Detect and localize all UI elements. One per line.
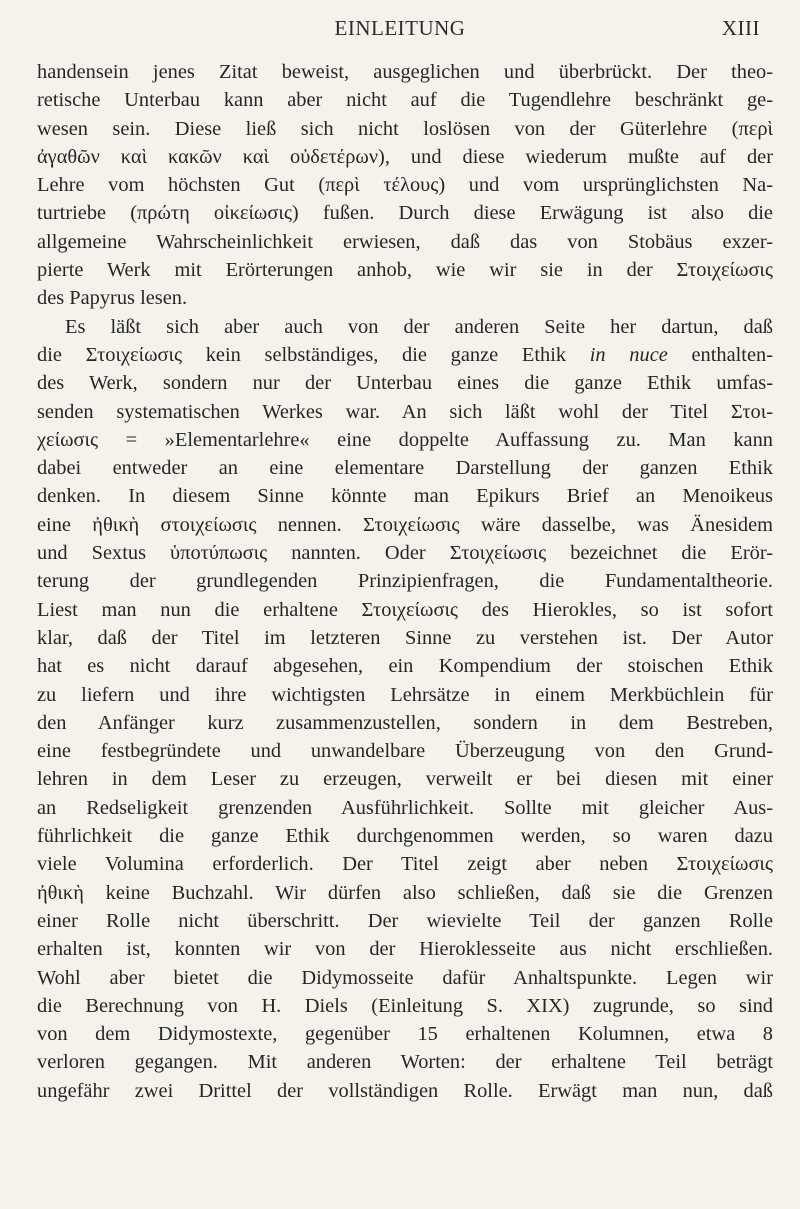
text-line: Es läßt sich aber auch von der anderen Seite her dartun, daß (65, 315, 773, 338)
text-line: wesen sein. Diese ließ sich nicht loslösen von der Güterlehre (περὶ (37, 117, 773, 140)
text-line: die Berechnung von H. Diels (Einleitung S. XIX) zugrunde, so sind (37, 994, 773, 1017)
text-line: den Anfänger kurz zusammenzustellen, sondern in dem Bestreben, (37, 711, 773, 734)
text-line: turtriebe (πρώτη οἰκείωσις) fußen. Durch diese Erwägung ist also die (37, 202, 773, 225)
text-line: retische Unterbau kann aber nicht auf die Tugendlehre beschränkt ge- (37, 89, 773, 112)
text-line: von dem Didymostexte, gegenüber 15 erhaltenen Kolumnen, etwa 8 (37, 1023, 773, 1046)
text-line: hat es nicht darauf abgesehen, ein Kompendium der stoischen Ethik (37, 655, 773, 678)
text-line: klar, daß der Titel im letzteren Sinne zu verstehen ist. Der Autor (37, 626, 773, 649)
text-line: Wohl aber bietet die Didymosseite dafür Anhaltspunkte. Legen wir (37, 966, 773, 989)
text-line: denken. In diesem Sinne könnte man Epikurs Brief an Menoikeus (37, 485, 773, 508)
text-line: an Redseligkeit grenzenden Ausführlichkeit. Sollte mit gleicher Aus- (37, 796, 773, 819)
text-line: eine ἠθικὴ στοιχείωσις nennen. Στοιχείωσις wäre dasselbe, was Änesidem (37, 513, 773, 536)
text-line: terung der grundlegenden Prinzipienfragen, die Fundamentaltheorie. (37, 570, 773, 593)
text-line: führlichkeit die ganze Ethik durchgenommen werden, so waren dazu (37, 825, 773, 848)
text-line: verloren gegangen. Mit anderen Worten: der erhaltene Teil beträgt (37, 1051, 773, 1074)
text-line: allgemeine Wahrscheinlichkeit erwiesen, daß das von Stobäus exzer- (37, 230, 773, 253)
page-number: XIII (721, 16, 760, 40)
text-line: ungefähr zwei Drittel der vollständigen Rolle. Erwägt man nun, daß (37, 1079, 773, 1102)
text-line: lehren in dem Leser zu erzeugen, verweilt er bei diesen mit einer (37, 768, 773, 791)
text-line: die Στοιχείωσις kein selbständiges, die ganze Ethik in nuce enthalten- (37, 343, 773, 366)
text-line: viele Volumina erforderlich. Der Titel zeigt aber neben Στοιχείωσις (37, 853, 773, 876)
text-line: und Sextus ὑποτύπωσις nannten. Oder Στοιχείωσις bezeichnet die Erör- (37, 542, 773, 565)
text-line: ἠθικὴ keine Buchzahl. Wir dürfen also schließen, daß sie die Grenzen (37, 881, 773, 904)
text-line: ἀγαθῶν καὶ κακῶν καὶ οὐδετέρων), und diese wiederum mußte auf der (37, 145, 773, 168)
text-line: des Papyrus lesen. (37, 287, 188, 310)
text-line: senden systematischen Werkes war. An sich läßt wohl der Titel Στοι- (37, 400, 773, 423)
text-line: Liest man nun die erhaltene Στοιχείωσις des Hierokles, so ist sofort (37, 598, 773, 621)
header-title: EINLEITUNG (334, 16, 466, 40)
text-line: pierte Werk mit Erörterungen anhob, wie wir sie in der Στοιχείωσις (37, 259, 773, 282)
running-header (0, 14, 800, 44)
text-line: eine festbegründete und unwandelbare Überzeugung von den Grund- (37, 740, 773, 763)
italic-phrase: in nuce (589, 343, 668, 366)
text-line: χείωσις = »Elementarlehre« eine doppelte Auffassung zu. Man kann (37, 428, 773, 451)
text-line: einer Rolle nicht überschritt. Der wievielte Teil der ganzen Rolle (37, 909, 773, 932)
text-line: erhalten ist, konnten wir von der Hieroklesseite aus nicht erschließen. (37, 938, 773, 961)
text-line: des Werk, sondern nur der Unterbau eines die ganze Ethik umfas- (37, 372, 773, 395)
text-line: zu liefern und ihre wichtigsten Lehrsätze in einem Merkbüchlein für (37, 683, 773, 706)
body-text (37, 58, 773, 1105)
text-line: handensein jenes Zitat beweist, ausgeglichen und überbrückt. Der theo- (37, 61, 773, 83)
text-line: dabei entweder an eine elementare Darstellung der ganzen Ethik (37, 457, 773, 480)
text-line: Lehre vom höchsten Gut (περὶ τέλους) und vom ursprünglichsten Na- (37, 174, 773, 197)
